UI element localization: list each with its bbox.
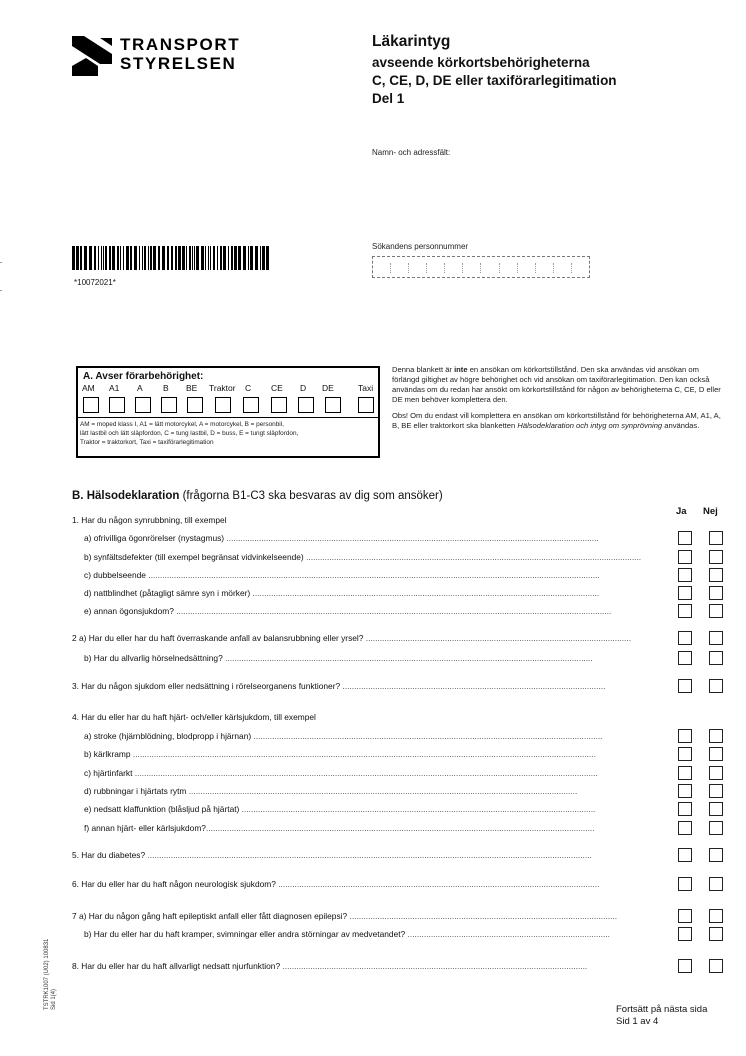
question-row [72,960,658,974]
leader-dots: ....................................................................................................................................................................................................... [132,749,596,759]
barcode-bar [144,246,146,270]
category-label: B [163,383,169,393]
checkbox-ja[interactable] [678,784,692,798]
question-row [84,587,658,601]
checkbox-nej[interactable] [709,821,723,835]
leader-dots: ...................................................................................................................................................... [253,731,603,741]
question-text: 4. Har du eller har du haft hjärt- och/eller kärlsjukdom, till exempel [72,712,316,722]
question-row [84,785,658,799]
category-checkbox-d[interactable] [298,397,314,413]
leader-dots: .................................................................................................................................................................................................. [148,570,600,580]
barcode-bar [139,246,140,270]
question-text: 3. Har du någon sjukdom eller nedsättning i rörelseorganens funktioner? [72,681,343,691]
barcode-bar [189,246,191,270]
question-row [72,680,658,694]
barcode-text: *10072021* [74,278,116,287]
barcode-bar [130,246,132,270]
checkbox-nej[interactable] [709,909,723,923]
info-text-part: en ansökan om körkortstillstånd. Den ska användas vid ansökan om förlängd giltighet av högre behörighet och vid ansökan om taxiförarlegitimation. Den kan också användas om du redan har ansökt om körkortstillstånd för någon av behörigheterna C, CE, D eller DE men behöver komplettera den. [392,365,721,404]
barcode-bar [171,246,173,270]
margin-tick [0,290,2,291]
divider [78,417,378,418]
question-row [84,803,658,817]
barcode-bar [182,246,185,270]
category-legend [80,420,380,447]
barcode-bar [231,246,233,270]
checkbox-ja[interactable] [678,631,692,645]
question-row [72,910,658,924]
subtitle-line: C, CE, D, DE eller taxiförarlegitimation [372,73,617,88]
barcode-bar [238,246,241,270]
checkbox-ja[interactable] [678,909,692,923]
checkbox-ja[interactable] [678,802,692,816]
transportstyrelsen-logo [72,34,242,80]
column-header-nej: Nej [703,506,718,517]
leader-dots: .............................................................................................................................................................. [225,653,593,663]
leader-dots: ................................................................................................................. [342,681,606,691]
leader-dots: ....................................................................................................................................................................... [188,786,578,796]
question-row [84,748,658,762]
checkbox-ja[interactable] [678,766,692,780]
checkbox-nej[interactable] [709,679,723,693]
category-checkbox-traktor[interactable] [215,397,231,413]
leader-dots: ................................................................................................................... [349,911,618,921]
form-name-italic: Hälsodeklaration och intyg om synprövning [517,421,663,430]
barcode-bar [117,246,119,270]
barcode-bar [150,246,152,270]
barcode-bar [201,246,204,270]
checkbox-ja[interactable] [678,927,692,941]
barcode-bar [112,246,115,270]
leader-dots: ............................................................................................................................................................................................... [147,850,592,860]
barcode-bar [101,246,102,270]
checkbox-nej[interactable] [709,747,723,761]
legend-line: Traktor = traktorkort, Taxi = taxiförarlegitimation [80,439,214,446]
barcode-bar [220,246,222,270]
barcode [72,246,269,270]
leader-dots: ..................................................................................................................................................... [252,588,600,598]
barcode-bar [158,246,160,270]
barcode-bar [208,246,209,270]
question-row [72,878,658,892]
question-row [84,605,658,619]
column-header-ja: Ja [676,506,687,517]
logo-mark-icon [72,36,112,76]
checkbox-ja[interactable] [678,568,692,582]
category-checkbox-b[interactable] [161,397,177,413]
checkbox-nej[interactable] [709,550,723,564]
checkbox-nej[interactable] [709,784,723,798]
question-row [72,632,658,646]
section-b-title [72,490,443,502]
barcode-bar [205,246,206,270]
checkbox-nej[interactable] [709,959,723,973]
info-text [392,365,728,437]
category-label: BE [186,383,198,393]
legend-line: lätt lastbil och lätt släpfordon, C = tung lastbil, D = buss, E = tungt släpfordon, [80,430,299,437]
question-row [84,730,658,744]
question-row [84,532,658,546]
subtitle-line: Del 1 [372,91,405,106]
leader-dots: ................................................................................................................................................................ [226,533,599,543]
question-text: b) Har du allvarlig hörselnedsättning? [84,653,226,663]
page-subtitle [372,54,732,108]
question-text: 6. Har du eller har du haft någon neurologisk sjukdom? [72,879,279,889]
category-label: A1 [109,383,120,393]
barcode-bar [262,246,265,270]
barcode-bar [194,246,195,270]
barcode-bar [210,246,211,270]
checkbox-nej[interactable] [709,877,723,891]
category-checkbox-ce[interactable] [271,397,287,413]
question-row [84,767,658,781]
barcode-bar [228,246,229,270]
checkbox-nej[interactable] [709,766,723,780]
page-number: Sid 1 av 4 [616,1016,659,1027]
barcode-bar [134,246,137,270]
category-label: D [300,383,307,393]
question-row [72,849,658,863]
section-a-license-categories [76,366,380,458]
question-row [72,514,658,528]
checkbox-ja[interactable] [678,679,692,693]
leader-dots: ........................................................................................................................................................................................... [176,606,612,616]
category-checkbox-c[interactable] [243,397,259,413]
question-row [84,928,658,942]
leader-dots: .......................................................................................................................................... [278,879,600,889]
form-code [44,939,58,1010]
checkbox-ja[interactable] [678,729,692,743]
checkbox-ja[interactable] [678,821,692,835]
category-label: CE [271,383,283,393]
barcode-bar [103,246,104,270]
question-text: c) dubbelseende [84,570,149,580]
barcode-bar [250,246,253,270]
checkbox-nej[interactable] [709,651,723,665]
question-text: 2 a) Har du eller har du haft överraskande anfall av balansrubbning eller yrsel? [72,633,366,643]
personnummer-label: Sökandens personnummer [372,242,469,251]
leader-dots: ....................................................................................................................................................................... [205,823,595,833]
category-label: C [245,383,252,393]
barcode-bar [148,246,149,270]
checkbox-ja[interactable] [678,959,692,973]
section-b-title-bold: B. Hälsodeklaration [72,490,180,502]
checkbox-ja[interactable] [678,550,692,564]
barcode-bar [260,246,261,270]
barcode-bar [243,246,246,270]
checkbox-ja[interactable] [678,604,692,618]
barcode-bar [84,246,87,270]
barcode-graphic [72,246,269,270]
category-checkbox-a[interactable] [135,397,151,413]
question-row [84,551,658,565]
barcode-bar [192,246,193,270]
barcode-bar [126,246,129,270]
category-checkbox-taxi[interactable] [358,397,374,413]
category-checkbox-be[interactable] [187,397,203,413]
question-row [84,822,658,836]
question-text: f) annan hjärt- eller kärlsjukdom? [84,823,206,833]
barcode-bar [94,246,96,270]
question-text: a) ofrivilliga ögonrörelser (nystagmus) [84,533,227,543]
category-checkbox-am[interactable] [83,397,99,413]
leader-dots: ........................................................................................................................................................ [241,804,596,814]
barcode-bar [89,246,92,270]
question-text: 8. Har du eller har du haft allvarligt nedsatt njurfunktion? [72,961,283,971]
barcode-bar [213,246,215,270]
question-text: b) Har du eller har du haft kramper, svimningar eller andra störningar av medvetandet? [84,929,408,939]
question-text: b) kärlkramp [84,749,133,759]
page-title: Läkarintyg [372,33,451,50]
barcode-bar [223,246,226,270]
section-a-title: A. Avser förarbehörighet: [83,371,204,382]
barcode-bar [248,246,249,270]
logo-line-1: TRANSPORT [120,35,241,54]
checkbox-nej[interactable] [709,802,723,816]
margin-tick [0,262,2,263]
barcode-bar [255,246,258,270]
checkbox-ja[interactable] [678,877,692,891]
category-label: DE [322,383,334,393]
info-text-part: Obs! Om du endast vill komplettera en ansökan om körkortstillstånd för behörigheterna AM, A1, A, B, BE eller traktorkort ska blanketten [392,411,721,430]
barcode-bar [153,246,156,270]
page-footer [616,1004,707,1028]
subtitle-line: avseende körkortsbehörigheterna [372,55,590,70]
checkbox-ja[interactable] [678,531,692,545]
barcode-bar [175,246,177,270]
leader-dots: ................................................................................................................................... [282,961,588,971]
checkbox-ja[interactable] [678,848,692,862]
form-code-line: TSTRK1007 (U02) 100831 [44,938,50,1010]
question-row [84,569,658,583]
form-code-line: Sid 1(4) [51,988,57,1010]
question-text: e) nedsatt klaffunktion (blåsljud på hjärtat) [84,804,242,814]
question-text: d) nattblindhet (påtagligt sämre syn i mörker) [84,588,253,598]
leader-dots: ................................................................................................................................................ [306,552,642,562]
category-label: Taxi [358,383,374,393]
question-row [72,711,658,725]
checkbox-ja[interactable] [678,586,692,600]
question-text: c) hjärtinfarkt [84,768,135,778]
name-address-label: Namn- och adressfält: [372,148,451,157]
checkbox-nej[interactable] [709,631,723,645]
checkbox-nej[interactable] [709,927,723,941]
barcode-bar [178,246,181,270]
continue-note: Fortsätt på nästa sida [616,1004,708,1015]
question-text: 7 a) Har du någon gång haft epileptiskt anfall eller fått diagnosen epilepsi? [72,911,350,921]
barcode-bar [80,246,82,270]
question-row [84,652,658,666]
barcode-bar [186,246,187,270]
barcode-bar [234,246,237,270]
barcode-bar [72,246,75,270]
barcode-bar [167,246,169,270]
info-text-part: användas. [662,421,700,430]
barcode-bar [266,246,269,270]
barcode-bar [142,246,143,270]
barcode-bar [123,246,124,270]
checkbox-nej[interactable] [709,729,723,743]
section-b-title-rest: (frågorna B1-C3 ska besvaras av dig som ansöker) [179,490,443,502]
category-label: AM [82,383,95,393]
checkbox-nej[interactable] [709,568,723,582]
checkbox-nej[interactable] [709,586,723,600]
info-paragraph [392,411,728,431]
info-text-bold: inte [454,365,468,374]
category-checkbox-de[interactable] [325,397,341,413]
checkbox-ja[interactable] [678,747,692,761]
question-text: 5. Har du diabetes? [72,850,148,860]
barcode-bar [120,246,121,270]
checkbox-nej[interactable] [709,531,723,545]
question-text: a) stroke (hjärnblödning, blodpropp i hjärnan) [84,731,254,741]
checkbox-ja[interactable] [678,651,692,665]
category-label: A [137,383,143,393]
legend-line: AM = moped klass I, A1 = lätt motorcykel, A = motorcykel, B = personbil, [80,421,284,428]
question-text: 1. Har du någon synrubbning, till exempel [72,515,227,525]
leader-dots: .................................................................................................................. [365,633,632,643]
barcode-bar [109,246,111,270]
leader-dots: ....................................................................................... [407,929,610,939]
info-paragraph [392,365,728,405]
category-labels [78,383,378,395]
logo-line-2: STYRELSEN [120,54,237,73]
info-text-part: Denna blankett är [392,365,455,374]
barcode-bar [98,246,99,270]
barcode-bar [76,246,79,270]
category-checkbox-a1[interactable] [109,397,125,413]
category-label: Traktor [209,383,236,393]
question-text: b) synfältsdefekter (till exempel begränsat vidvinkelseende) [84,552,307,562]
question-text: d) rubbningar i hjärtats rytm [84,786,189,796]
barcode-bar [105,246,107,270]
barcode-bar [162,246,165,270]
checkbox-nej[interactable] [709,848,723,862]
personnummer-field[interactable] [372,256,590,278]
leader-dots: ....................................................................................................................................................................................................... [134,768,598,778]
barcode-bar [196,246,199,270]
checkbox-nej[interactable] [709,604,723,618]
question-text: e) annan ögonsjukdom? [84,606,177,616]
barcode-bar [217,246,218,270]
